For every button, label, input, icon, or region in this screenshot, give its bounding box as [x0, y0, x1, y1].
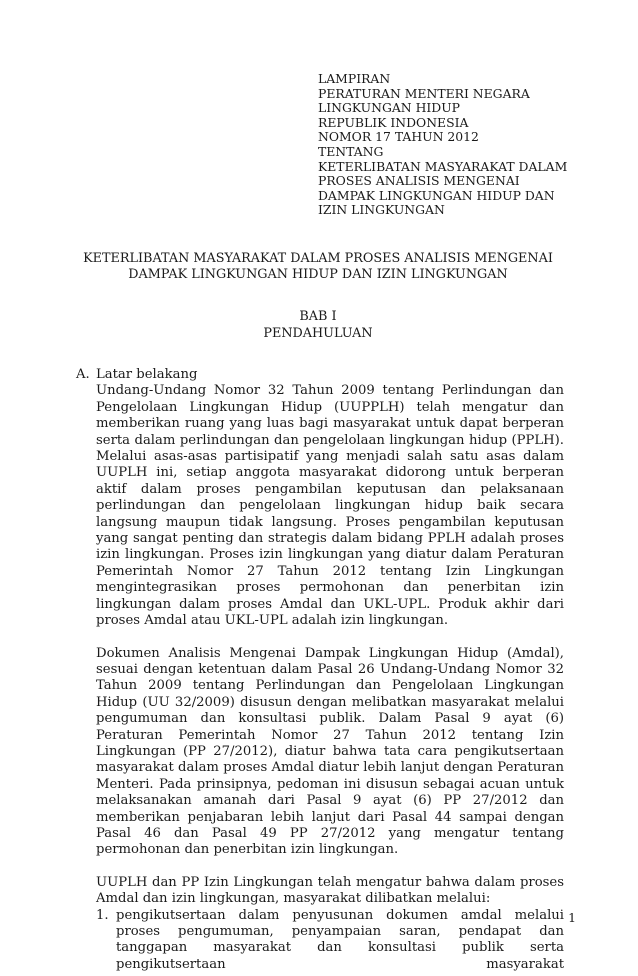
- chapter-name: PENDAHULUAN: [263, 326, 373, 341]
- list-item: [96, 908, 564, 974]
- lampiran-line: LAMPIRAN: [318, 71, 391, 86]
- paragraph-gap: [76, 859, 564, 875]
- list-item-text: pengikutsertaan dalam penyusunan dokumen amdal melalui proses pengumuman, penyampaian saran, pendapat dan tanggapan masyarakat dan konsultasi publik serta pengikutsertaan masyarakat: [116, 907, 564, 972]
- chapter-heading: [60, 308, 576, 342]
- paragraph: Undang-Undang Nomor 32 Tahun 2009 tentang Perlindungan dan Pengelolaan Lingkungan Hidup (UUPPLH) telah mengatur dan memberikan ruang yang luas bagi masyarakat untuk dapat berperan serta dalam perlindungan dan pengelolaan lingkungan hidup (PPLH). Melalui asas-asas partisipatif yang menjadi salah satu asas dalam UUPLH ini, setiap anggota masyarakat didorong untuk berperan aktif dalam proses pengambilan keputusan dan pelaksanaan perlindungan dan pengelolaan lingkungan hidup baik secara langsung maupun tidak langsung. Proses pengambilan keputusan yang sangat penting dan strategis dalam bidang PPLH adalah proses izin lingkungan. Proses izin lingkungan yang diatur dalam Peraturan Pemerintah Nomor 27 Tahun 2012 tentang Izin Lingkungan mengintegrasikan proses permohonan dan penerbitan izin lingkungan dalam proses Amdal dan UKL-UPL. Produk akhir dari proses Amdal atau UKL-UPL adalah izin lingkungan.: [96, 383, 564, 629]
- paragraph: UUPLH dan PP Izin Lingkungan telah mengatur bahwa dalam proses Amdal dan izin lingkungan, masyarakat dilibatkan melalui:: [96, 874, 564, 907]
- lampiran-line: PERATURAN MENTERI NEGARA: [318, 85, 530, 101]
- page-number: 1: [568, 910, 576, 925]
- document-title: [60, 251, 576, 283]
- lampiran-line: NOMOR 17 TAHUN 2012: [318, 129, 479, 145]
- chapter-number: BAB I: [299, 309, 337, 324]
- lampiran-line: DAMPAK LINGKUNGAN HIDUP DAN: [318, 187, 555, 203]
- lampiran-line: PROSES ANALISIS MENGENAI: [318, 173, 520, 189]
- lampiran-line: KETERLIBATAN MASYARAKAT DALAM: [318, 158, 568, 174]
- paragraph-gap: [76, 630, 564, 646]
- document-title-line-2: DAMPAK LINGKUNGAN HIDUP DAN IZIN LINGKUNGAN: [128, 267, 508, 282]
- section-latar-belakang: [76, 367, 564, 973]
- lampiran-header: [318, 72, 618, 218]
- document-title-line-1: KETERLIBATAN MASYARAKAT DALAM PROSES ANALISIS MENGENAI: [83, 251, 553, 266]
- lampiran-line: IZIN LINGKUNGAN: [318, 202, 445, 218]
- lampiran-line: TENTANG: [318, 143, 384, 159]
- lampiran-line: REPUBLIK INDONESIA: [318, 114, 469, 130]
- section-title: Latar belakang: [96, 367, 198, 382]
- section-heading: [76, 367, 564, 383]
- list-item-number: 1.: [96, 907, 109, 923]
- section-letter: A.: [76, 367, 90, 382]
- paragraph: Dokumen Analisis Mengenai Dampak Lingkungan Hidup (Amdal), sesuai dengan ketentuan dalam Pasal 26 Undang-Undang Nomor 32 Tahun 2009 tentang Perlindungan dan Pengelolaan Lingkungan Hidup (UU 32/2009) disusun dengan melibatkan masyarakat melalui pengumuman dan konsultasi publik. Dalam Pasal 9 ayat (6) Peraturan Pemerintah Nomor 27 Tahun 2012 tentang Izin Lingkungan (PP 27/2012), diatur bahwa tata cara pengikutsertaan masyarakat dalam proses Amdal diatur lebih lanjut dengan Peraturan Menteri. Pada prinsipnya, pedoman ini disusun sebagai acuan untuk melaksanakan amanah dari Pasal 9 ayat (6) PP 27/2012 dan memberikan penjabaran lebih lanjut dari Pasal 44 sampai dengan Pasal 46 dan Pasal 49 PP 27/2012 yang mengatur tentang permohonan dan penerbitan izin lingkungan.: [96, 645, 564, 858]
- lampiran-line: LINGKUNGAN HIDUP: [318, 100, 461, 116]
